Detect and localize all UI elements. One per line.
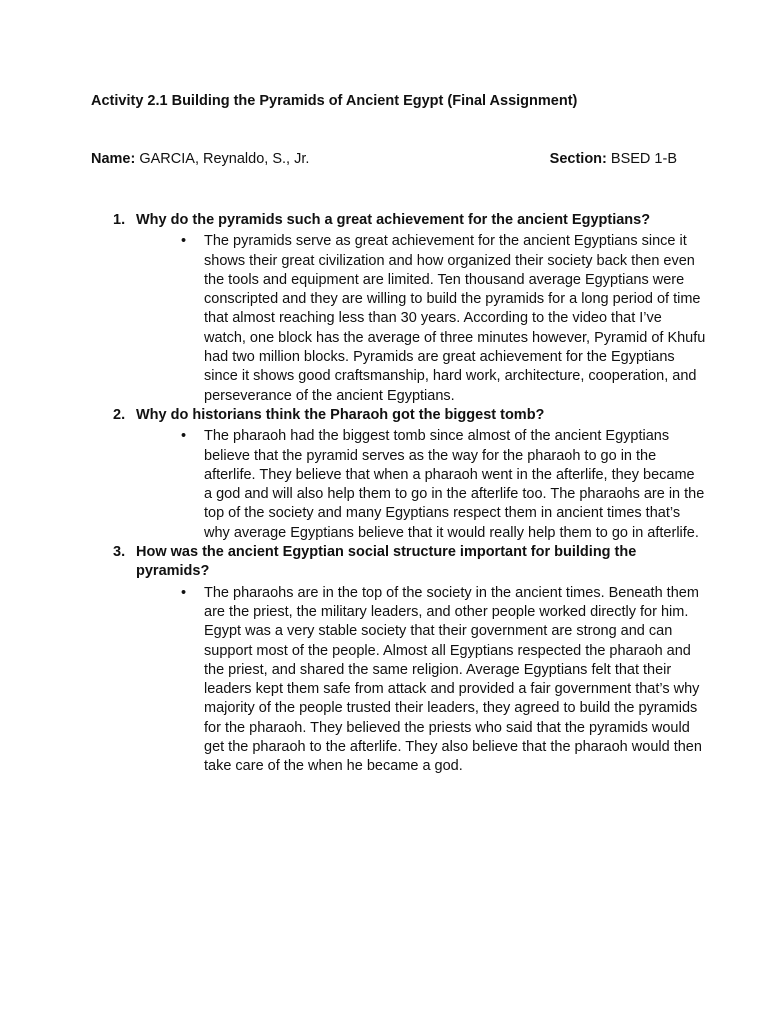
bullet-icon: • <box>181 428 187 445</box>
question-number: 3. <box>113 544 126 561</box>
answer-bullet <box>181 584 702 777</box>
question-text: How was the ancient Egyptian social structure important for building the pyramids? <box>136 544 637 580</box>
question-item-2 <box>113 406 705 543</box>
question-number: 1. <box>113 212 126 228</box>
name-value: GARCIA, Reynaldo, S., Jr. <box>139 151 310 167</box>
answer-text: The pyramids serve as great achievement for the ancient Egyptians since it shows their great civilization and how organized their society back then even the tools and equipment are limited. Ten thousand average Egyptians were conscripted and they are willing to build the pyramids for a long period of time that almost reaching less than 30 years. According to the video that I’ve watch, one block has the average of three minutes however, Pyramid of Khufu had two million blocks. Pyramids are great achievement for the Egyptians since it shows good craftsmanship, hard work, architecture, cooperation, and perseverance of the ancient Egyptians. <box>204 233 706 404</box>
question-item-3 <box>113 543 702 777</box>
question-item-1 <box>113 211 706 406</box>
answer-text: The pharaoh had the biggest tomb since almost of the ancient Egyptians believe that the pyramid serves as the way for the pharaoh to go in the afterlife. They believe that when a pharaoh went in the afterlife, they became a god and will also help them to go in the afterlife too. The pharaohs are in the top of the society and many Egyptians respect them in ancient times that’s why average Egyptians believe that it would really help them to go in afterlife. <box>204 428 705 541</box>
question-text: Why do the pyramids such a great achievement for the ancient Egyptians? <box>136 212 651 228</box>
answer-bullet <box>181 232 706 406</box>
section-field <box>550 151 677 167</box>
name-field <box>91 151 309 167</box>
section-value: BSED 1-B <box>610 151 677 167</box>
student-info-row <box>91 151 677 171</box>
name-label: Name: <box>91 151 136 167</box>
answer-bullet <box>181 427 705 543</box>
question-list <box>113 211 706 777</box>
document-title: Activity 2.1 Building the Pyramids of Ancient Egypt (Final Assignment) <box>91 93 578 109</box>
section-label: Section: <box>549 151 607 167</box>
question-number: 2. <box>113 406 126 423</box>
answer-text: The pharaohs are in the top of the society in the ancient times. Beneath them are the priest, the military leaders, and other people worked directly for him. Egypt was a very stable society that their government are strong and can support most of the people. Almost all Egyptians respected the pharaoh and the priest, and shared the same religion. Average Egyptians felt that their leaders kept them safe from attack and provided a fair government that’s why majority of the people trusted their leaders, they agreed to build the pyramids for the pharaoh. They believed the priests who said that the pyramids would get the pharaoh to the afterlife. They also believe that the pharaoh would then take care of the when he became a god. <box>204 584 702 775</box>
bullet-icon: • <box>181 584 187 601</box>
question-text: Why do historians think the Pharaoh got the biggest tomb? <box>136 406 545 423</box>
bullet-icon: • <box>181 233 187 250</box>
